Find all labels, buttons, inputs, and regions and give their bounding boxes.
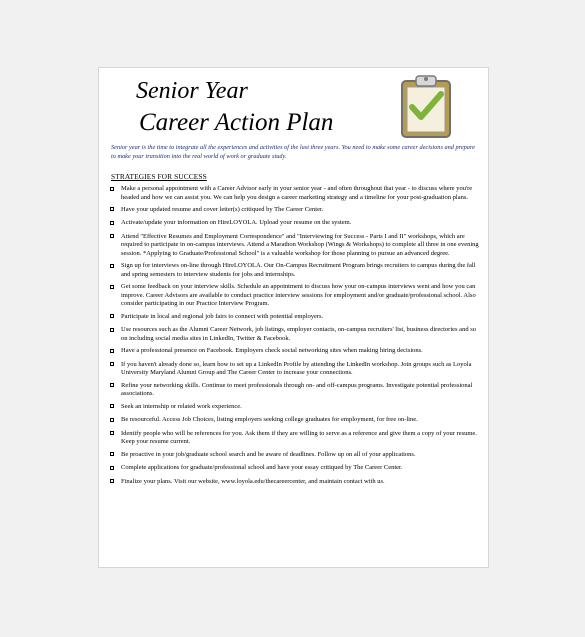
clipboard-check-icon <box>399 73 453 139</box>
list-item: Have a professional presence on Facebook. Employers check social networking sites when making hiring decisions. <box>110 347 484 356</box>
checkbox-icon <box>110 431 114 435</box>
checkbox-icon <box>110 349 114 353</box>
checkbox-icon <box>110 466 114 470</box>
checkbox-icon <box>110 264 114 268</box>
checkbox-icon <box>110 221 114 225</box>
strategy-list <box>110 185 484 486</box>
list-item: Refine your networking skills. Continue to meet professionals through on- and off-campus programs. Investigate potential professional associations. <box>110 382 484 399</box>
list-item: Be resourceful. Access Job Choices, listing employers seeking college graduates for employment, for free on-line. <box>110 416 484 425</box>
checkbox-icon <box>110 404 114 408</box>
list-item: If you haven't already done so, learn how to set up a LinkedIn Profile by attending the LinkedIn workshop. Join groups such as Loyola University Maryland Alumni Group and The Career Center to increase your connections. <box>110 361 484 378</box>
checkbox-icon <box>110 452 114 456</box>
checkbox-icon <box>110 234 114 238</box>
checkbox-icon <box>110 418 114 422</box>
checkbox-icon <box>110 285 114 289</box>
list-item: Use resources such as the Alumni Career Network, job listings, employer contacts, on-campus recruiters' list, business directories and so on including social media sites in LinkedIn, Twitter & Facebook. <box>110 326 484 343</box>
checkbox-icon <box>110 187 114 191</box>
list-item: Get some feedback on your interview skills. Schedule an appointment to discuss how your on-campus interviews went and how you can improve. Career Advisors are available to conduct practice interview sessions for employment and/or graduate/professional school. Also consider participating in our Practice Interview Program. <box>110 283 484 309</box>
checkbox-icon <box>110 328 114 332</box>
intro-paragraph: Senior year is the time to integrate all the experiences and activities of the last three years. You need to make some career decisions and prepare to make your transition into the real world of work or graduate study. <box>111 144 475 160</box>
checkbox-icon <box>110 314 114 318</box>
list-item: Activate/update your information on HireLOYOLA. Upload your resume on the system. <box>110 219 484 228</box>
checkbox-icon <box>110 207 114 211</box>
list-item: Finalize your plans. Visit our website, www.loyola.edu/thecareercenter, and maintain contact with us. <box>110 478 484 487</box>
list-item: Attend "Effective Resumes and Employment Correspondence" and "Interviewing for Success - Parts I and II" workshops, which are required to participate in on-campus interviews. Attend a Marathon Workshop (Wings & Workshops) to complete all three in one evening session. *Applying to Graduate/Professional School" is a valuable workshop for those planning to pursue an advanced degree. <box>110 233 484 259</box>
title-line-1: Senior Year <box>136 78 248 104</box>
checkbox-icon <box>110 362 114 366</box>
list-item: Make a personal appointment with a Career Advisor early in your senior year - and often throughout that year - to discuss where you're headed and how we can assist you. We can help you design a career marketing strategy and a timeline for your post-graduation plans. <box>110 185 484 202</box>
list-item: Have your updated resume and cover letter(s) critiqued by The Career Center. <box>110 206 484 215</box>
list-item: Be proactive in your job/graduate school search and be aware of deadlines. Follow up on all of your applications. <box>110 451 484 460</box>
checkbox-icon <box>110 383 114 387</box>
list-item: Seek an internship or related work experience. <box>110 403 484 412</box>
list-item: Participate in local and regional job fairs to connect with potential employers. <box>110 313 484 322</box>
list-item: Sign up for interviews on-line through HireLOYOLA. Our On-Campus Recruitment Program brings recruiters to campus during the fall and spring semesters to interview students for jobs and internships. <box>110 262 484 279</box>
title-line-2: Career Action Plan <box>139 109 334 136</box>
strategies-heading: STRATEGIES FOR SUCCESS <box>111 172 207 181</box>
list-item: Identify people who will be references for you. Ask them if they are willing to serve as a reference and give them a copy of your resume. Keep your resume current. <box>110 430 484 447</box>
checkbox-icon <box>110 479 114 483</box>
list-item: Complete applications for graduate/professional school and have your essay critiqued by The Career Center. <box>110 464 484 473</box>
document-page <box>98 67 489 568</box>
